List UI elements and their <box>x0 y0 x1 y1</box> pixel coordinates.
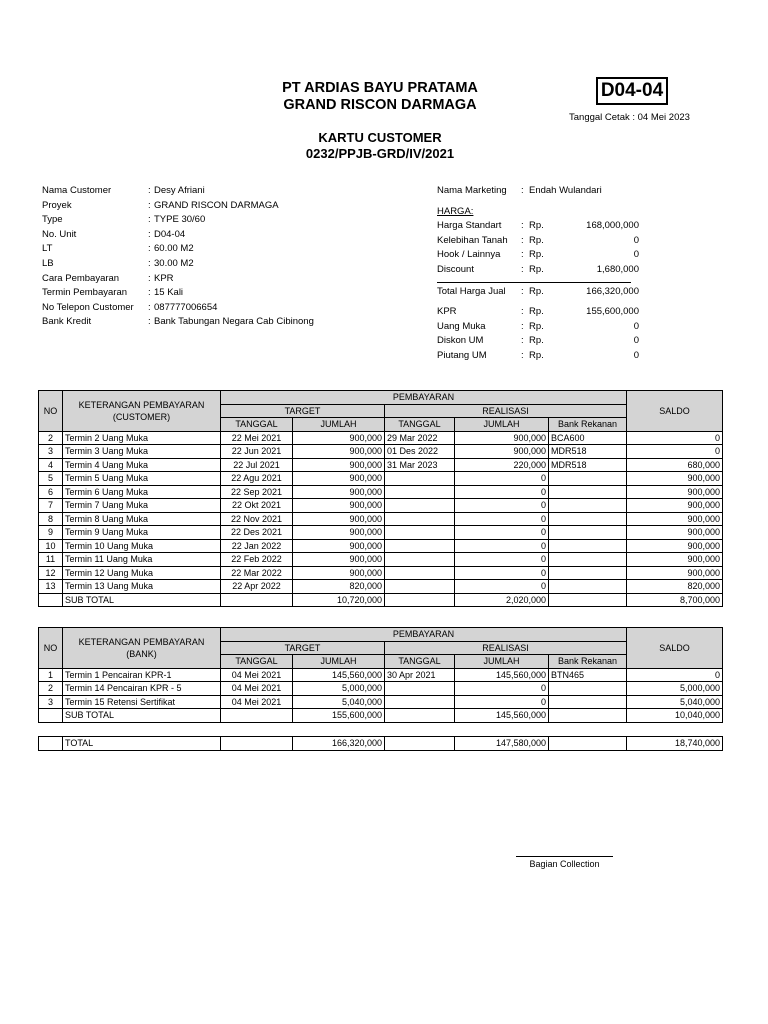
company-line-2: GRAND RISCON DARMAGA <box>283 97 477 113</box>
subtotal-target-jumlah: 10,720,000 <box>293 593 385 607</box>
field-value: 60.00 M2 <box>154 243 194 255</box>
field-label: Uang Muka <box>437 320 486 332</box>
row-no: 13 <box>39 580 63 594</box>
col-keterangan: KETERANGAN PEMBAYARAN (CUSTOMER) <box>63 391 221 432</box>
field-label: LB <box>42 257 54 269</box>
subtotal-realisasi-jumlah: 2,020,000 <box>455 593 549 607</box>
col-realisasi-jumlah: JUMLAH <box>455 655 549 669</box>
col-realisasi-tanggal: TANGGAL <box>385 418 455 432</box>
colon: : <box>148 272 151 284</box>
info-row <box>42 228 314 243</box>
col-saldo: SALDO <box>627 628 723 669</box>
colon: : <box>521 234 524 246</box>
row-realisasi-tanggal <box>385 512 455 526</box>
col-bank-rekanan: Bank Rekanan <box>549 655 627 669</box>
row-realisasi-tanggal <box>385 526 455 540</box>
row-realisasi-jumlah: 0 <box>455 553 549 567</box>
row-no: 2 <box>39 431 63 445</box>
row-keterangan: Termin 15 Retensi Sertifikat <box>63 695 221 709</box>
table-row <box>39 499 723 513</box>
row-no: 6 <box>39 485 63 499</box>
row-realisasi-jumlah: 0 <box>455 695 549 709</box>
row-target-tanggal: 04 Mei 2021 <box>221 695 293 709</box>
total-harga-row <box>437 285 639 300</box>
field-value: 087777006654 <box>154 301 218 313</box>
field-label: Kelebihan Tanah <box>437 234 508 246</box>
info-row <box>42 272 314 287</box>
marketing-price-info <box>437 184 639 364</box>
colon: : <box>521 263 524 275</box>
subtotal-saldo: 10,040,000 <box>627 709 723 723</box>
currency: Rp. <box>529 285 544 297</box>
row-saldo: 5,040,000 <box>627 695 723 709</box>
subtotal-realisasi-jumlah: 145,560,000 <box>455 709 549 723</box>
row-target-jumlah: 820,000 <box>293 580 385 594</box>
colon: : <box>521 335 524 347</box>
row-target-jumlah: 900,000 <box>293 566 385 580</box>
colon: : <box>521 306 524 318</box>
customer-payment-table <box>38 390 723 607</box>
signature-line <box>516 856 613 857</box>
field-value: D04-04 <box>154 228 186 240</box>
row-keterangan: Termin 11 Uang Muka <box>63 553 221 567</box>
colon: : <box>521 220 524 232</box>
amount: 0 <box>633 249 639 261</box>
row-realisasi-jumlah: 0 <box>455 539 549 553</box>
currency: Rp. <box>529 263 544 275</box>
row-no: 2 <box>39 682 63 696</box>
row-target-jumlah: 900,000 <box>293 458 385 472</box>
row-target-jumlah: 900,000 <box>293 445 385 459</box>
row-keterangan: Termin 5 Uang Muka <box>63 472 221 486</box>
row-bank-rekanan <box>549 499 627 513</box>
field-label: Proyek <box>42 199 72 211</box>
row-saldo: 900,000 <box>627 472 723 486</box>
info-row <box>42 184 314 199</box>
row-no: 3 <box>39 695 63 709</box>
row-saldo: 900,000 <box>627 553 723 567</box>
colon: : <box>521 349 524 361</box>
colon: : <box>148 199 151 211</box>
row-target-tanggal: 22 Nov 2021 <box>221 512 293 526</box>
row-realisasi-tanggal: 30 Apr 2021 <box>385 668 455 682</box>
field-label: Type <box>42 214 63 226</box>
row-saldo: 680,000 <box>627 458 723 472</box>
field-value: 30.00 M2 <box>154 257 194 269</box>
field-value: 15 Kali <box>154 287 184 299</box>
row-keterangan: Termin 6 Uang Muka <box>63 485 221 499</box>
row-bank-rekanan <box>549 539 627 553</box>
currency: Rp. <box>529 335 544 347</box>
row-target-tanggal: 22 Sep 2021 <box>221 485 293 499</box>
row-realisasi-jumlah: 0 <box>455 526 549 540</box>
row-realisasi-tanggal <box>385 695 455 709</box>
price-row <box>437 320 639 335</box>
row-realisasi-jumlah: 0 <box>455 512 549 526</box>
field-value: Desy Afriani <box>154 185 205 196</box>
field-value: KPR <box>154 272 174 284</box>
row-target-tanggal: 22 Okt 2021 <box>221 499 293 513</box>
field-label: Nama Marketing <box>437 185 507 196</box>
table-row <box>39 553 723 567</box>
subtotal-saldo: 8,700,000 <box>627 593 723 607</box>
table-row <box>39 668 723 682</box>
row-bank-rekanan <box>549 695 627 709</box>
table-row <box>39 682 723 696</box>
row-realisasi-jumlah: 0 <box>455 566 549 580</box>
field-label: Cara Pembayaran <box>42 272 120 284</box>
amount: 0 <box>633 335 639 347</box>
col-target-tanggal: TANGGAL <box>221 418 293 432</box>
row-realisasi-tanggal: 01 Des 2022 <box>385 445 455 459</box>
field-value: Bank Tabungan Negara Cab Cibinong <box>154 316 314 328</box>
row-no: 11 <box>39 553 63 567</box>
currency: Rp. <box>529 234 544 246</box>
row-realisasi-tanggal <box>385 485 455 499</box>
row-realisasi-jumlah: 0 <box>455 682 549 696</box>
amount: 166,320,000 <box>586 285 639 297</box>
row-bank-rekanan: MDR518 <box>549 445 627 459</box>
total-realisasi-jumlah: 147,580,000 <box>455 737 549 751</box>
row-keterangan: Termin 12 Uang Muka <box>63 566 221 580</box>
row-realisasi-tanggal: 29 Mar 2022 <box>385 431 455 445</box>
row-realisasi-jumlah: 900,000 <box>455 445 549 459</box>
field-label: Diskon UM <box>437 335 484 347</box>
row-bank-rekanan <box>549 566 627 580</box>
amount: 0 <box>633 320 639 332</box>
currency: Rp. <box>529 220 544 232</box>
row-realisasi-tanggal <box>385 472 455 486</box>
row-no: 9 <box>39 526 63 540</box>
table-row <box>39 526 723 540</box>
col-target-jumlah: JUMLAH <box>293 418 385 432</box>
table-row <box>39 431 723 445</box>
customer-rows <box>39 431 723 593</box>
col-saldo: SALDO <box>627 391 723 432</box>
row-no: 8 <box>39 512 63 526</box>
row-target-tanggal: 04 Mei 2021 <box>221 668 293 682</box>
field-label: No Telepon Customer <box>42 301 134 313</box>
row-realisasi-tanggal <box>385 580 455 594</box>
price-row <box>437 234 639 249</box>
subtotal-target-jumlah: 155,600,000 <box>293 709 385 723</box>
col-no: NO <box>39 391 63 432</box>
harga-header: HARGA: <box>437 205 474 217</box>
subtotal-label: SUB TOTAL <box>63 593 221 607</box>
row-keterangan: Termin 4 Uang Muka <box>63 458 221 472</box>
table-row <box>39 485 723 499</box>
customer-info <box>42 184 314 330</box>
table-row <box>39 512 723 526</box>
row-saldo: 5,000,000 <box>627 682 723 696</box>
field-label: Hook / Lainnya <box>437 249 501 261</box>
field-label: Nama Customer <box>42 185 112 196</box>
field-value: TYPE 30/60 <box>154 214 206 226</box>
row-no: 3 <box>39 445 63 459</box>
bank-subtotal-row <box>39 709 723 723</box>
colon: : <box>148 243 151 255</box>
row-bank-rekanan: MDR518 <box>549 458 627 472</box>
unit-code-badge: D04-04 <box>596 77 668 105</box>
row-target-tanggal: 22 Mar 2022 <box>221 566 293 580</box>
field-label: Bank Kredit <box>42 316 92 328</box>
row-bank-rekanan <box>549 553 627 567</box>
row-saldo: 0 <box>627 445 723 459</box>
colon: : <box>148 287 151 299</box>
row-saldo: 900,000 <box>627 512 723 526</box>
row-bank-rekanan <box>549 472 627 486</box>
row-keterangan: Termin 8 Uang Muka <box>63 512 221 526</box>
row-target-tanggal: 22 Jun 2021 <box>221 445 293 459</box>
row-target-tanggal: 22 Apr 2022 <box>221 580 293 594</box>
info-row <box>42 242 314 257</box>
signature-label: Bagian Collection <box>529 859 600 869</box>
company-line-1: PT ARDIAS BAYU PRATAMA <box>282 80 478 96</box>
print-date: Tanggal Cetak : 04 Mei 2023 <box>569 112 690 123</box>
field-value: GRAND RISCON DARMAGA <box>154 199 279 211</box>
currency: Rp. <box>529 306 544 318</box>
row-realisasi-tanggal <box>385 682 455 696</box>
col-pembayaran: PEMBAYARAN <box>221 391 627 405</box>
col-keterangan: KETERANGAN PEMBAYARAN (BANK) <box>63 628 221 669</box>
document-title <box>0 130 760 162</box>
table-row <box>39 458 723 472</box>
info-row <box>42 199 314 214</box>
info-row <box>42 213 314 228</box>
bank-payment-table <box>38 627 723 723</box>
row-saldo: 900,000 <box>627 499 723 513</box>
row-saldo: 900,000 <box>627 485 723 499</box>
row-saldo: 0 <box>627 668 723 682</box>
row-saldo: 820,000 <box>627 580 723 594</box>
col-target: TARGET <box>221 641 385 655</box>
row-saldo: 0 <box>627 431 723 445</box>
price-row <box>437 334 639 349</box>
table-row <box>39 566 723 580</box>
grand-total-table <box>38 736 723 751</box>
table-row <box>39 695 723 709</box>
harga-list <box>437 219 639 277</box>
colon: : <box>148 301 151 313</box>
info-row <box>42 257 314 272</box>
row-no: 7 <box>39 499 63 513</box>
colon: : <box>148 228 151 240</box>
row-target-tanggal: 22 Des 2021 <box>221 526 293 540</box>
row-realisasi-jumlah: 220,000 <box>455 458 549 472</box>
col-bank-rekanan: Bank Rekanan <box>549 418 627 432</box>
row-keterangan: Termin 1 Pencairan KPR-1 <box>63 668 221 682</box>
price-row <box>437 305 639 320</box>
colon: : <box>148 257 151 269</box>
row-no: 4 <box>39 458 63 472</box>
row-target-jumlah: 145,560,000 <box>293 668 385 682</box>
row-keterangan: Termin 3 Uang Muka <box>63 445 221 459</box>
row-realisasi-jumlah: 0 <box>455 580 549 594</box>
kpr-list <box>437 305 639 363</box>
field-label: Harga Standart <box>437 220 502 232</box>
title: KARTU CUSTOMER <box>318 130 442 145</box>
row-target-tanggal: 22 Mei 2021 <box>221 431 293 445</box>
table-row <box>39 539 723 553</box>
row-keterangan: Termin 10 Uang Muka <box>63 539 221 553</box>
info-row <box>42 286 314 301</box>
row-target-jumlah: 900,000 <box>293 526 385 540</box>
marketing-row <box>437 184 639 199</box>
field-label: LT <box>42 243 53 255</box>
row-bank-rekanan <box>549 682 627 696</box>
amount: 168,000,000 <box>586 220 639 232</box>
row-bank-rekanan <box>549 580 627 594</box>
grand-total-row <box>39 737 723 751</box>
col-no: NO <box>39 628 63 669</box>
row-realisasi-tanggal <box>385 499 455 513</box>
colon: : <box>521 249 524 261</box>
currency: Rp. <box>529 249 544 261</box>
price-row <box>437 349 639 364</box>
total-divider <box>437 282 631 283</box>
total-saldo: 18,740,000 <box>627 737 723 751</box>
row-target-jumlah: 5,040,000 <box>293 695 385 709</box>
row-realisasi-tanggal <box>385 553 455 567</box>
field-label: Discount <box>437 263 474 275</box>
total-label: TOTAL <box>63 737 221 751</box>
row-no: 10 <box>39 539 63 553</box>
row-target-jumlah: 5,000,000 <box>293 682 385 696</box>
field-label: KPR <box>437 306 457 318</box>
row-realisasi-jumlah: 900,000 <box>455 431 549 445</box>
row-realisasi-jumlah: 145,560,000 <box>455 668 549 682</box>
row-keterangan: Termin 2 Uang Muka <box>63 431 221 445</box>
col-realisasi: REALISASI <box>385 404 627 418</box>
table-row <box>39 445 723 459</box>
row-target-tanggal: 22 Feb 2022 <box>221 553 293 567</box>
row-target-tanggal: 22 Agu 2021 <box>221 472 293 486</box>
row-keterangan: Termin 9 Uang Muka <box>63 526 221 540</box>
row-no: 1 <box>39 668 63 682</box>
row-bank-rekanan: BTN465 <box>549 668 627 682</box>
doc-number: 0232/PPJB-GRD/IV/2021 <box>305 146 455 161</box>
total-target-jumlah: 166,320,000 <box>293 737 385 751</box>
col-realisasi-jumlah: JUMLAH <box>455 418 549 432</box>
field-label: Termin Pembayaran <box>42 287 128 299</box>
table-row <box>39 472 723 486</box>
row-target-tanggal: 22 Jul 2021 <box>221 458 293 472</box>
row-target-jumlah: 900,000 <box>293 553 385 567</box>
table-row <box>39 580 723 594</box>
subtotal-label: SUB TOTAL <box>63 709 221 723</box>
amount: 155,600,000 <box>586 306 639 318</box>
amount: 1,680,000 <box>596 263 639 275</box>
row-target-tanggal: 22 Jan 2022 <box>221 539 293 553</box>
amount: 0 <box>633 349 639 361</box>
row-realisasi-jumlah: 0 <box>455 472 549 486</box>
col-realisasi: REALISASI <box>385 641 627 655</box>
col-target-jumlah: JUMLAH <box>293 655 385 669</box>
row-bank-rekanan <box>549 485 627 499</box>
colon: : <box>148 185 151 196</box>
amount: 0 <box>633 234 639 246</box>
row-keterangan: Termin 7 Uang Muka <box>63 499 221 513</box>
colon: : <box>148 316 151 328</box>
price-row <box>437 219 639 234</box>
field-label: Total Harga Jual <box>437 285 506 297</box>
row-bank-rekanan <box>549 526 627 540</box>
row-target-tanggal: 04 Mei 2021 <box>221 682 293 696</box>
row-target-jumlah: 900,000 <box>293 485 385 499</box>
row-target-jumlah: 900,000 <box>293 512 385 526</box>
price-row <box>437 248 639 263</box>
colon: : <box>521 285 524 297</box>
currency: Rp. <box>529 320 544 332</box>
row-realisasi-jumlah: 0 <box>455 485 549 499</box>
col-target-tanggal: TANGGAL <box>221 655 293 669</box>
row-target-jumlah: 900,000 <box>293 431 385 445</box>
row-realisasi-tanggal: 31 Mar 2023 <box>385 458 455 472</box>
currency: Rp. <box>529 349 544 361</box>
row-no: 5 <box>39 472 63 486</box>
row-realisasi-jumlah: 0 <box>455 499 549 513</box>
row-target-jumlah: 900,000 <box>293 539 385 553</box>
col-target: TARGET <box>221 404 385 418</box>
row-realisasi-tanggal <box>385 566 455 580</box>
colon: : <box>521 185 524 196</box>
col-pembayaran: PEMBAYARAN <box>221 628 627 642</box>
row-keterangan: Termin 13 Uang Muka <box>63 580 221 594</box>
row-target-jumlah: 900,000 <box>293 499 385 513</box>
bank-rows <box>39 668 723 709</box>
price-row <box>437 263 639 278</box>
row-bank-rekanan: BCA600 <box>549 431 627 445</box>
customer-subtotal-row <box>39 593 723 607</box>
row-saldo: 900,000 <box>627 539 723 553</box>
colon: : <box>521 320 524 332</box>
field-value: Endah Wulandari <box>529 185 602 196</box>
row-saldo: 900,000 <box>627 526 723 540</box>
field-label: Piutang UM <box>437 349 487 361</box>
row-no: 12 <box>39 566 63 580</box>
col-realisasi-tanggal: TANGGAL <box>385 655 455 669</box>
colon: : <box>148 214 151 226</box>
row-saldo: 900,000 <box>627 566 723 580</box>
row-realisasi-tanggal <box>385 539 455 553</box>
info-row <box>42 315 314 330</box>
row-keterangan: Termin 14 Pencairan KPR - 5 <box>63 682 221 696</box>
row-target-jumlah: 900,000 <box>293 472 385 486</box>
field-label: No. Unit <box>42 228 77 240</box>
info-row <box>42 301 314 316</box>
row-bank-rekanan <box>549 512 627 526</box>
